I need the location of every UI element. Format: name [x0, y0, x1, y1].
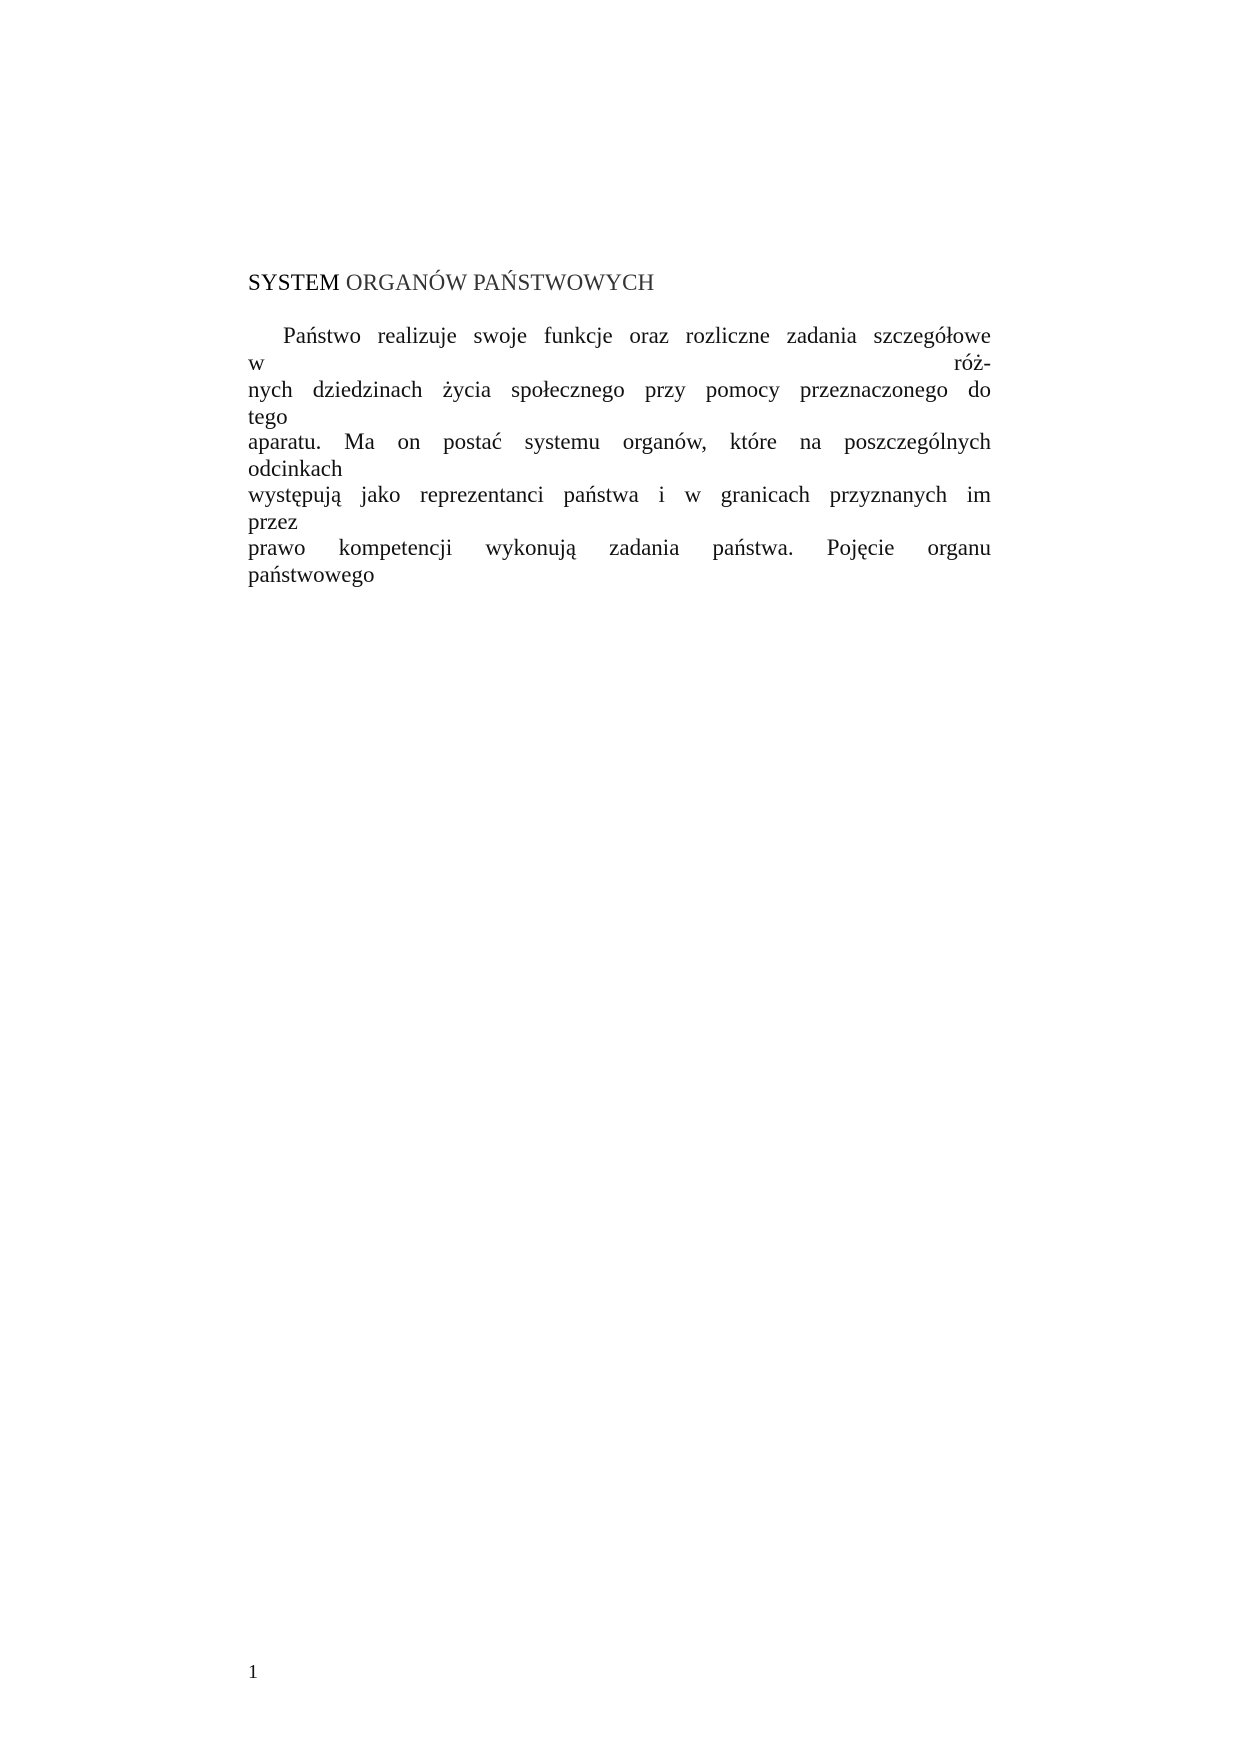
document-title [248, 268, 654, 298]
paragraph-line: występują jako reprezentanci państwa i w granicach przyznanych im [248, 482, 991, 507]
title-part-system: SYSTEM [248, 270, 340, 295]
paragraph-word: w [248, 350, 265, 375]
paragraph-line: Państwo realizuje swoje funkcje oraz rozliczne zadania szczegółowe [283, 323, 991, 348]
paragraph-line: tego [248, 404, 288, 429]
page-number: 1 [248, 1661, 258, 1683]
paragraph-line: prawo kompetencji wykonują zadania państwa. Pojęcie organu [248, 535, 991, 560]
paragraph-line: państwowego [248, 562, 375, 587]
title-part-organs: ORGANÓW PAŃSTWOWYCH [345, 270, 655, 295]
paragraph-line: aparatu. Ma on postać systemu organów, które na poszczególnych [248, 429, 991, 454]
paragraph-line [248, 349, 991, 376]
paragraph-word: róż- [953, 350, 991, 375]
paragraph-line: odcinkach [248, 456, 343, 481]
paragraph-line: nych dziedzinach życia społecznego przy pomocy przeznaczonego do [248, 377, 991, 402]
paragraph-line: przez [248, 509, 298, 534]
